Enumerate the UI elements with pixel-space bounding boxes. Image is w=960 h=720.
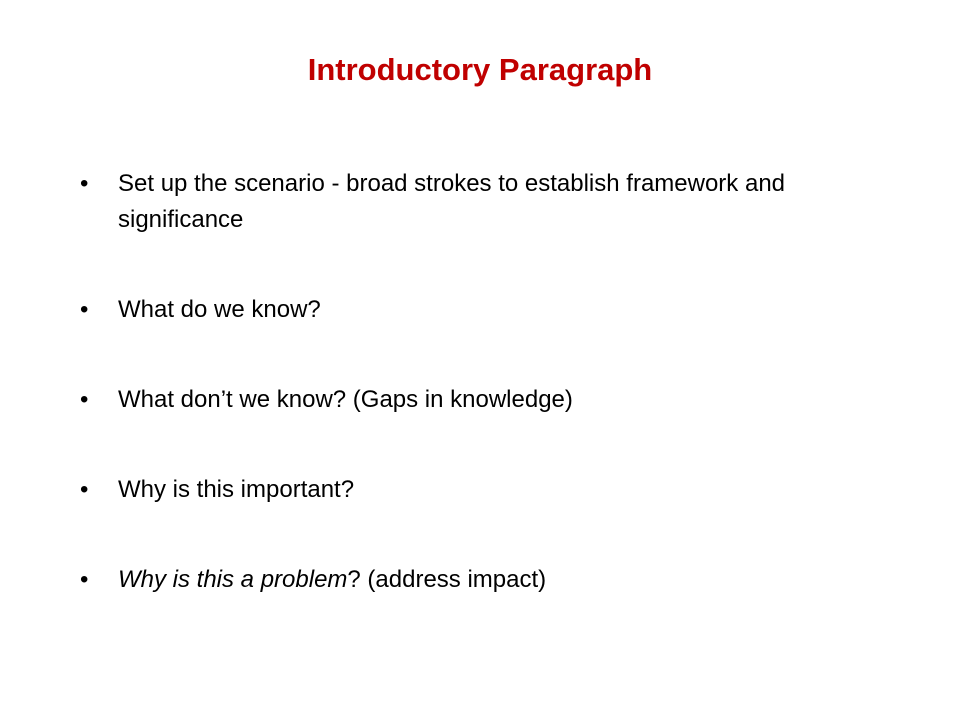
- bullet-dot-icon: •: [80, 170, 89, 197]
- bullet-text: What don’t we know? (Gaps in knowledge): [118, 386, 573, 413]
- bullet-text: Why is this important?: [118, 476, 355, 503]
- bullet-dot-icon: •: [80, 476, 89, 503]
- bullet-item: [80, 292, 880, 328]
- bullet-text: What do we know?: [118, 296, 321, 323]
- bullet-item: [80, 166, 880, 238]
- bullet-text: Set up the scenario - broad strokes to establish framework and significance: [118, 170, 786, 233]
- bullet-list: [80, 166, 880, 598]
- bullet-item: [80, 382, 880, 418]
- bullet-dot-icon: •: [80, 386, 89, 413]
- bullet-dot-icon: •: [80, 296, 89, 323]
- bullet-item: [80, 562, 880, 598]
- bullet-item: [80, 472, 880, 508]
- slide-title: Introductory Paragraph: [307, 52, 653, 87]
- bullet-dot-icon: •: [80, 566, 89, 593]
- bullet-text-italic: Why is this a problem: [118, 566, 348, 593]
- bullet-text: ? (address impact): [347, 566, 547, 593]
